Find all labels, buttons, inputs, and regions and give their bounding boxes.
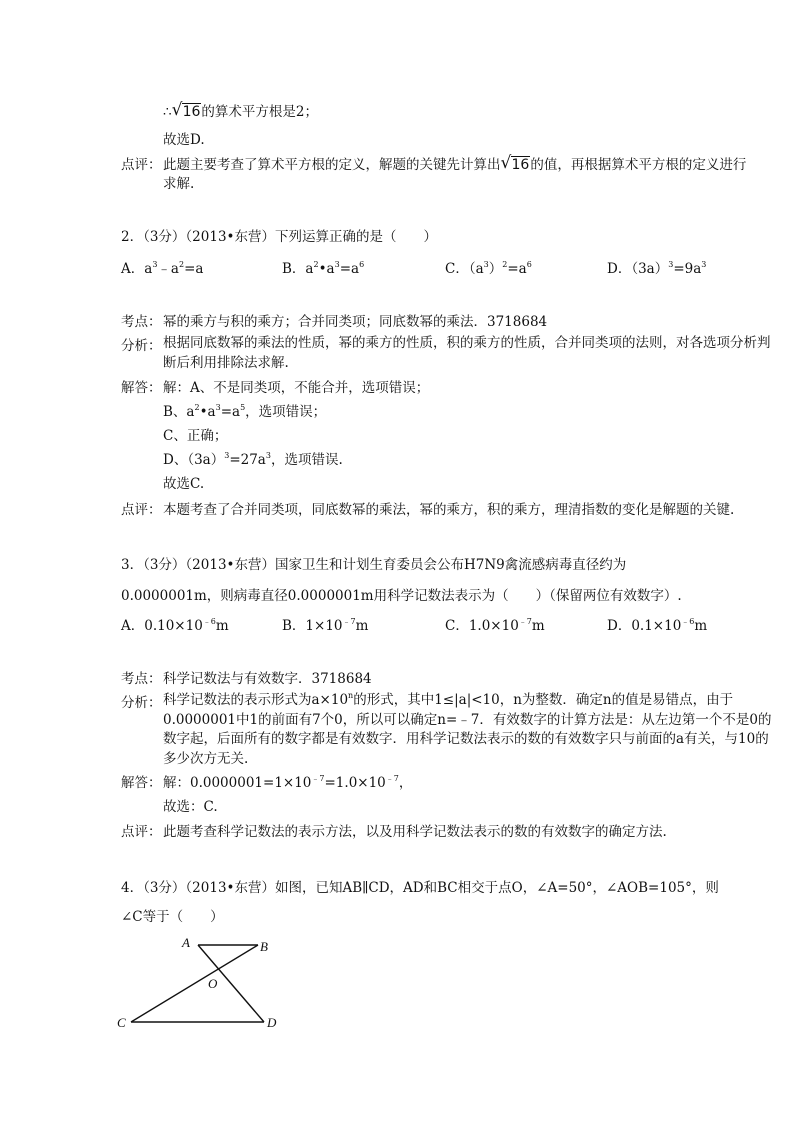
q3-fenxi: 科学记数法的表示形式为$a\times 10^n$的形式，其中1≤|a|<10，n为整数．确定n的值是易错点，由于0.0000001中1的前面有7个0，所以可以确定n=﹣7．有效数字的计算方法是：从左边第一个不是0的数字起，后面所有的数字都是有效数字．用科学记数法表示的数的有效数字只与前面的a有关，与10的多少次方无关. [163,691,772,767]
comment-text-a: 此题主要考查了算术平方根的定义，解题的关键先计算出 [163,157,501,173]
solution-text: 的算术平方根是2； [201,104,319,120]
q3-kaodian: 科学记数法与有效数字．3718684 [163,671,372,687]
q3-dianping: 此题考查科学记数法的表示方法，以及用科学记数法表示的数的有效数字的确定方法. [163,824,667,840]
solution-line-therefore [163,100,318,120]
comment-text-b: 的值，再根据算术平方根的定义进行 [530,157,747,173]
label-o: O [208,976,218,991]
q2-option-d: D．$(3a)^3=9a^3$ [607,260,707,277]
q2-dianping-label: 点评： [121,502,162,518]
q2-option-a: A．$a^3﹣a^2=a$ [121,260,204,277]
q2-jieda-label: 解答： [121,380,162,396]
sqrt-16: √ 16 [171,100,201,120]
q3-option-b: B．$1\times 10^{﹣7}m$ [282,617,369,634]
sqrt-radicand: 16 [182,104,201,120]
q2-kaodian: 幂的乘方与积的乘方；合并同类项；同底数幂的乘法．3718684 [163,314,548,330]
comment-line-2: 求解. [163,176,195,192]
q2-jieda-5: 故选C. [163,476,205,492]
label-a: A [182,935,190,950]
q3-option-a: A．$0.10\times 10^{﹣6}m$ [121,617,229,634]
answer-d: 故选D. [163,132,205,148]
label-b: B [260,939,268,954]
q2-jieda-4: D、$(3a)^3=27a^3$，选项错误. [163,451,343,468]
q4-stem-1: 4．（3分）（2013•东营）如图，已知AB∥CD，AD和BC相交于点O，∠A=50°，∠AOB=105°，则 [121,880,719,896]
q2-option-c: C．$(a^3)^2=a^6$ [445,260,532,277]
q3-option-c: C．$1.0\times 10^{﹣7}m$ [445,617,545,634]
q4-stem-2: ∠C等于（ ） [121,909,224,925]
comment-label: 点评： [121,157,162,173]
q3-kaodian-label: 考点： [121,671,162,687]
sqrt-radicand: 16 [511,157,530,173]
q3-jieda-label: 解答： [121,775,162,791]
q2-dianping: 本题考查了合并同类项，同底数幂的乘法，幂的乘方，积的乘方，理清指数的变化是解题的关键. [163,502,735,518]
q2-jieda-1: 解：A、不是同类项，不能合并，选项错误； [163,380,430,396]
q2-kaodian-label: 考点： [121,314,162,330]
q3-option-d: D．$0.1\times 10^{﹣6}m$ [607,617,708,634]
geometry-figure [112,934,292,1034]
label-d: D [267,1015,277,1030]
q3-fenxi-label: 分析： [121,695,162,711]
comment-line [163,153,746,173]
therefore-symbol: ∴ [163,104,172,120]
segment-bc [131,945,258,1022]
q2-jieda-2: B、$a^2•a^3=a^5$，选项错误； [163,403,327,420]
q2-jieda-3: C、正确； [163,428,228,444]
sqrt-16-comment: √ 16 [500,153,530,173]
q2-fenxi: 根据同底数幂的乘法的性质，幂的乘方的性质，积的乘方的性质，合并同类项的法则，对各选项分析判断后利用排除法求解. [163,335,771,371]
q2-option-b: B．$a^2•a^3=a^6$ [282,260,365,277]
label-c: C [117,1015,126,1030]
q3-jieda-1: 解：$0.0000001=1\times 10^{﹣7}=1.0\times 10^{﹣7}$， [163,774,413,791]
q3-stem-1: 3．（3分）（2013•东营）国家卫生和计划生育委员会公布H7N9禽流感病毒直径约为 [121,557,627,573]
q2-fenxi-label: 分析： [121,338,162,354]
q3-stem-2: 0.0000001m，则病毒直径0.0000001m用科学记数法表示为（ ）（保留两位有效数字）. [121,588,682,604]
q2-stem: 2．（3分）（2013•东营）下列运算正确的是（ ） [121,229,437,245]
q3-jieda-2: 故选：C. [163,799,218,815]
q3-dianping-label: 点评： [121,824,162,840]
